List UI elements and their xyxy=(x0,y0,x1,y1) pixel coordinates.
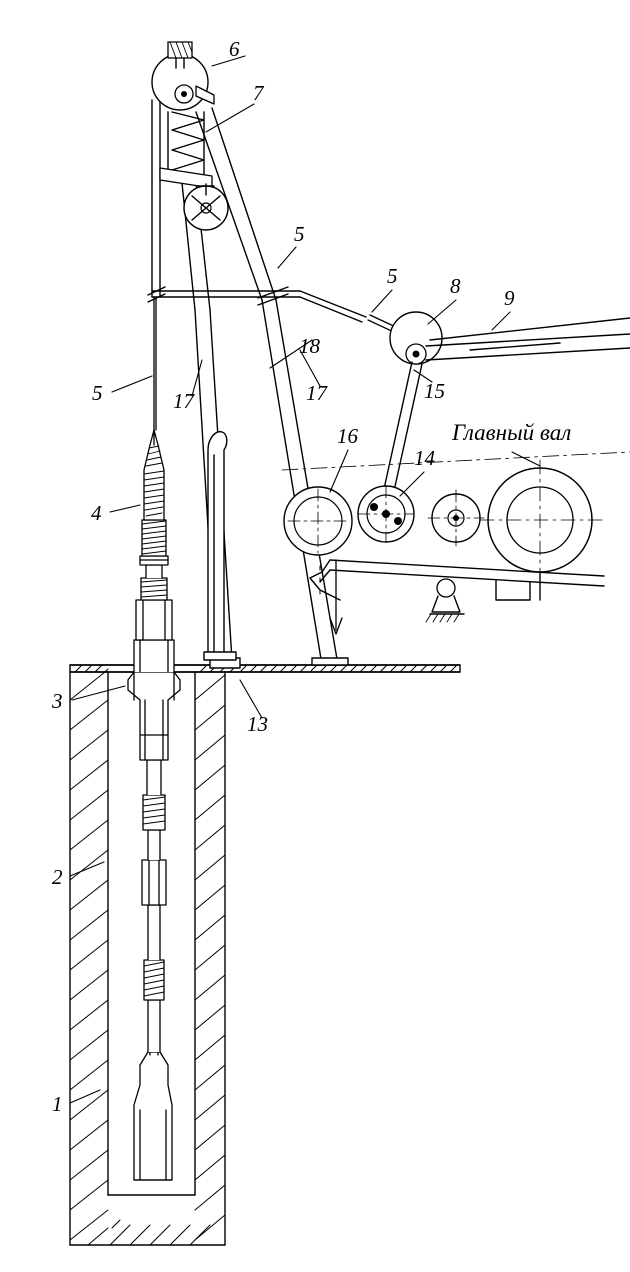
callout-13: 13 xyxy=(247,712,268,736)
drill-string xyxy=(128,430,180,1180)
main-shaft-label: Главный вал xyxy=(452,420,572,445)
balance-beam-9 xyxy=(426,318,630,360)
callout-2: 2 xyxy=(52,865,63,889)
callout-5-rope-left: 5 xyxy=(92,381,103,405)
crank-disc-14 xyxy=(358,486,414,542)
callout-8: 8 xyxy=(450,274,461,298)
hole-bottom-hatching xyxy=(110,1220,210,1245)
callout-3: 3 xyxy=(52,689,63,713)
left-wall-hatching xyxy=(70,672,108,1245)
drill-rope xyxy=(154,297,156,430)
callout-1: 1 xyxy=(52,1092,63,1116)
main-shaft-pulley xyxy=(480,460,604,582)
callout-5-rope-mast: 5 xyxy=(294,222,305,246)
pulley-small xyxy=(428,490,484,546)
callout-15: 15 xyxy=(424,379,445,403)
callout-7: 7 xyxy=(253,81,264,105)
pulley-16 xyxy=(284,487,352,555)
callout-17-right: 17 xyxy=(306,381,327,405)
pulley-8 xyxy=(390,312,442,364)
ground-hatching xyxy=(75,665,457,672)
callout-18: 18 xyxy=(299,334,320,358)
drive-frame xyxy=(310,560,604,622)
callout-5-rope-pulley: 5 xyxy=(387,264,398,288)
rock-mass xyxy=(70,665,460,1245)
callout-4: 4 xyxy=(91,501,102,525)
callout-6: 6 xyxy=(229,37,240,61)
crown-block-assembly xyxy=(152,42,228,230)
callout-17-left: 17 xyxy=(173,389,194,413)
callout-16: 16 xyxy=(337,424,358,448)
callout-9: 9 xyxy=(504,286,515,310)
mast xyxy=(148,100,366,668)
callout-14: 14 xyxy=(414,446,435,470)
right-wall-hatching xyxy=(195,675,225,1240)
